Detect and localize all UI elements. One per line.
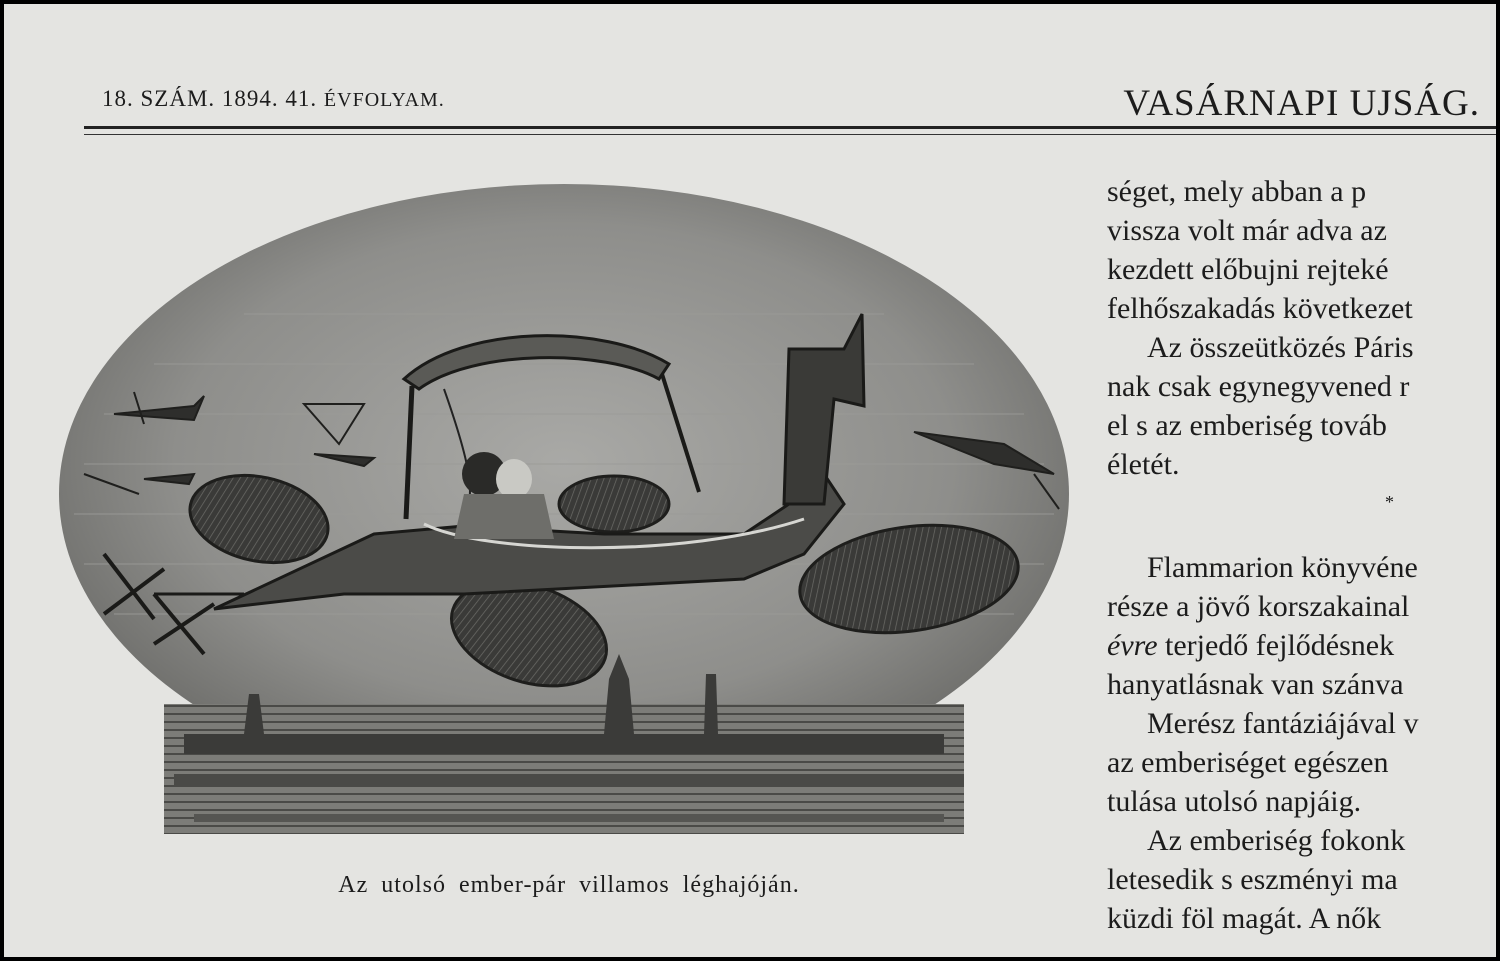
article-line: Merész fantáziájával v [1147, 707, 1419, 740]
airship-engraving [44, 174, 1094, 854]
article-column [1107, 172, 1500, 938]
article-line: nak csak egynegyvened r [1107, 370, 1410, 403]
article-line: tulása utolsó napjáig. [1107, 785, 1362, 818]
article-line: Az összeütközés Páris [1147, 331, 1414, 364]
header-rule [84, 126, 1496, 129]
article-line: hanyatlásnak van szánva [1107, 668, 1404, 701]
article-line [1107, 626, 1500, 665]
newspaper-title: VASÁRNAPI UJSÁG. [1123, 83, 1480, 124]
article-line: Az emberiség fokonk [1147, 824, 1406, 857]
article-line: az emberiséget egészen [1107, 746, 1389, 779]
section-separator: * [1385, 492, 1394, 512]
italic-word: évre [1107, 629, 1158, 662]
article-line: vissza volt már adva az [1107, 214, 1387, 247]
header-rule-thin [84, 134, 1496, 135]
article-line: séget, mely abban a p [1107, 175, 1367, 208]
article-line: el s az emberiség továb [1107, 409, 1387, 442]
illustration-caption: Az utolsó ember-pár villamos léghajóján. [338, 872, 800, 898]
issue-info [102, 86, 445, 112]
issue-year: 1894. [221, 86, 279, 111]
article-line-rest: terjedő fejlődésnek [1165, 629, 1395, 662]
article-line: életét. [1107, 448, 1180, 481]
volume-number: 41. [285, 86, 318, 111]
volume-label: ÉVFOLYAM. [323, 89, 445, 111]
article-line: kezdett előbujni rejteké [1107, 253, 1389, 286]
article-line: küzdi föl magát. A nők [1107, 902, 1382, 935]
article-line: Flammarion könyvéne [1147, 551, 1418, 584]
article-line: felhőszakadás következet [1107, 292, 1413, 325]
article-line: része a jövő korszakainal [1107, 590, 1410, 623]
section-gap [1107, 520, 1500, 548]
article-line: letesedik s eszményi ma [1107, 863, 1398, 896]
issue-number: 18. SZÁM. [102, 86, 216, 111]
